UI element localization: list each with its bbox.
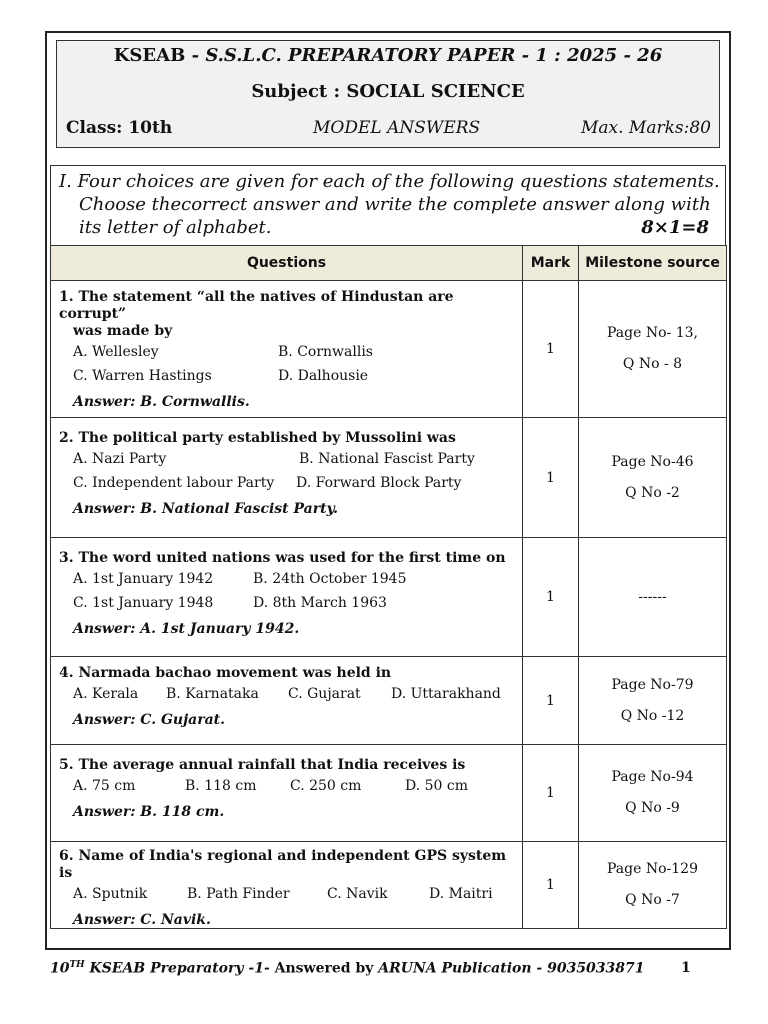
option: B. 118 cm	[185, 778, 257, 794]
source-page: ------	[638, 588, 667, 605]
header-milestone-source: Milestone source	[579, 246, 727, 281]
question-cell	[51, 418, 523, 538]
table-row	[51, 657, 727, 745]
answer-text: Answer: B. Cornwallis.	[73, 394, 250, 410]
source-page: Page No-46	[611, 453, 694, 470]
footer-exam: KSEAB Preparatory -1-	[84, 960, 275, 977]
option: B. Cornwallis	[278, 344, 373, 360]
table-header-row	[51, 246, 727, 281]
option: A. 1st January 1942	[73, 571, 214, 587]
source-question: Q No -2	[625, 484, 680, 501]
mark-cell: 1	[523, 281, 579, 418]
question-text: 3. The word united nations was used for the first time on	[59, 550, 506, 566]
question-cell	[51, 657, 523, 745]
question-cell	[51, 842, 523, 929]
option: A. Nazi Party	[73, 451, 167, 467]
question-cell	[51, 745, 523, 842]
model-answers-label: MODEL ANSWERS	[313, 118, 481, 138]
subject-title: Subject : SOCIAL SCIENCE	[251, 81, 525, 102]
source-page: Page No-129	[607, 861, 698, 877]
answer-text: Answer: B. National Fascist Party.	[73, 501, 338, 517]
source-question: Q No -7	[625, 892, 680, 908]
option: C. Gujarat	[288, 686, 361, 702]
question-text-cont: was made by	[73, 323, 173, 339]
option: D. 8th March 1963	[253, 595, 387, 611]
max-marks-label: Max. Marks:80	[581, 118, 711, 138]
page-footer	[50, 960, 700, 977]
answer-text: Answer: C. Gujarat.	[73, 712, 226, 728]
option: C. 250 cm	[290, 778, 362, 794]
option: B. 24th October 1945	[253, 571, 407, 587]
answer-text: Answer: C. Navik.	[73, 912, 211, 928]
footer-grade-suffix: TH	[69, 960, 85, 970]
question-text: 4. Narmada bachao movement was held in	[59, 665, 392, 681]
option: C. Independent labour Party	[73, 475, 275, 491]
paper-header	[56, 40, 720, 148]
table-row	[51, 281, 727, 418]
mark-cell: 1	[523, 538, 579, 657]
page-number: 1	[681, 960, 691, 976]
source-page: Page No-94	[611, 769, 694, 785]
option: D. 50 cm	[405, 778, 469, 794]
questions-table	[50, 245, 727, 929]
question-cell	[51, 281, 523, 418]
option: C. 1st January 1948	[73, 595, 214, 611]
option: D. Uttarakhand	[391, 686, 501, 702]
footer-grade: 10	[50, 960, 70, 977]
option: B. Path Finder	[187, 886, 290, 902]
question-text: 6. Name of India's regional and independent GPS system is	[59, 848, 507, 881]
answer-text: Answer: A. 1st January 1942.	[73, 621, 300, 637]
section-marks: 8×1=8	[641, 217, 709, 238]
header-mark: Mark	[523, 246, 579, 281]
option: A. Kerala	[73, 686, 139, 702]
question-text: 2. The political party established by Mussolini was	[59, 430, 456, 446]
source-cell	[579, 538, 727, 657]
footer-publisher: ARUNA Publication - 9035033871	[378, 960, 645, 977]
option: C. Warren Hastings	[73, 368, 212, 384]
answer-text: Answer: B. 118 cm.	[73, 804, 225, 820]
option: C. Navik	[327, 886, 388, 902]
source-cell	[579, 418, 727, 538]
option: A. 75 cm	[73, 778, 136, 794]
option: B. National Fascist Party	[299, 451, 475, 467]
section-instructions	[50, 165, 726, 245]
mark-cell: 1	[523, 418, 579, 538]
source-cell	[579, 281, 727, 418]
option: A. Sputnik	[73, 886, 148, 902]
option: D. Forward Block Party	[296, 475, 462, 491]
table-row	[51, 418, 727, 538]
footer-answered-by: Answered by	[274, 960, 379, 977]
source-page: Page No- 13,	[607, 325, 698, 341]
source-question: Q No - 8	[622, 356, 683, 372]
question-text: 1. The statement “all the natives of Hindustan are corrupt”	[59, 289, 454, 322]
question-cell	[51, 538, 523, 657]
instruction-line-2: Choose thecorrect answer and write the complete answer along with	[79, 194, 711, 215]
source-cell	[579, 657, 727, 745]
source-cell	[579, 745, 727, 842]
option: B. Karnataka	[166, 686, 259, 702]
mark-cell: 1	[523, 745, 579, 842]
option: A. Wellesley	[73, 344, 159, 360]
class-label: Class: 10th	[66, 118, 173, 138]
header-questions: Questions	[51, 246, 523, 281]
question-text: 5. The average annual rainfall that India receives is	[59, 757, 466, 773]
source-question: Q No -9	[625, 800, 680, 816]
source-question: Q No -12	[620, 707, 685, 724]
instruction-line-1: I. Four choices are given for each of the following questions statements.	[59, 171, 720, 192]
option: D. Dalhousie	[278, 368, 369, 384]
instruction-line-3: its letter of alphabet.	[79, 217, 272, 238]
option: D. Maitri	[429, 886, 493, 902]
table-row	[51, 842, 727, 929]
mark-cell: 1	[523, 657, 579, 745]
table-row	[51, 745, 727, 842]
table-row	[51, 538, 727, 657]
mark-cell: 1	[523, 842, 579, 929]
paper-title: KSEAB - S.S.L.C. PREPARATORY PAPER - 1 : 2025 - 26	[113, 45, 663, 66]
source-cell	[579, 842, 727, 929]
source-page: Page No-79	[611, 676, 694, 693]
